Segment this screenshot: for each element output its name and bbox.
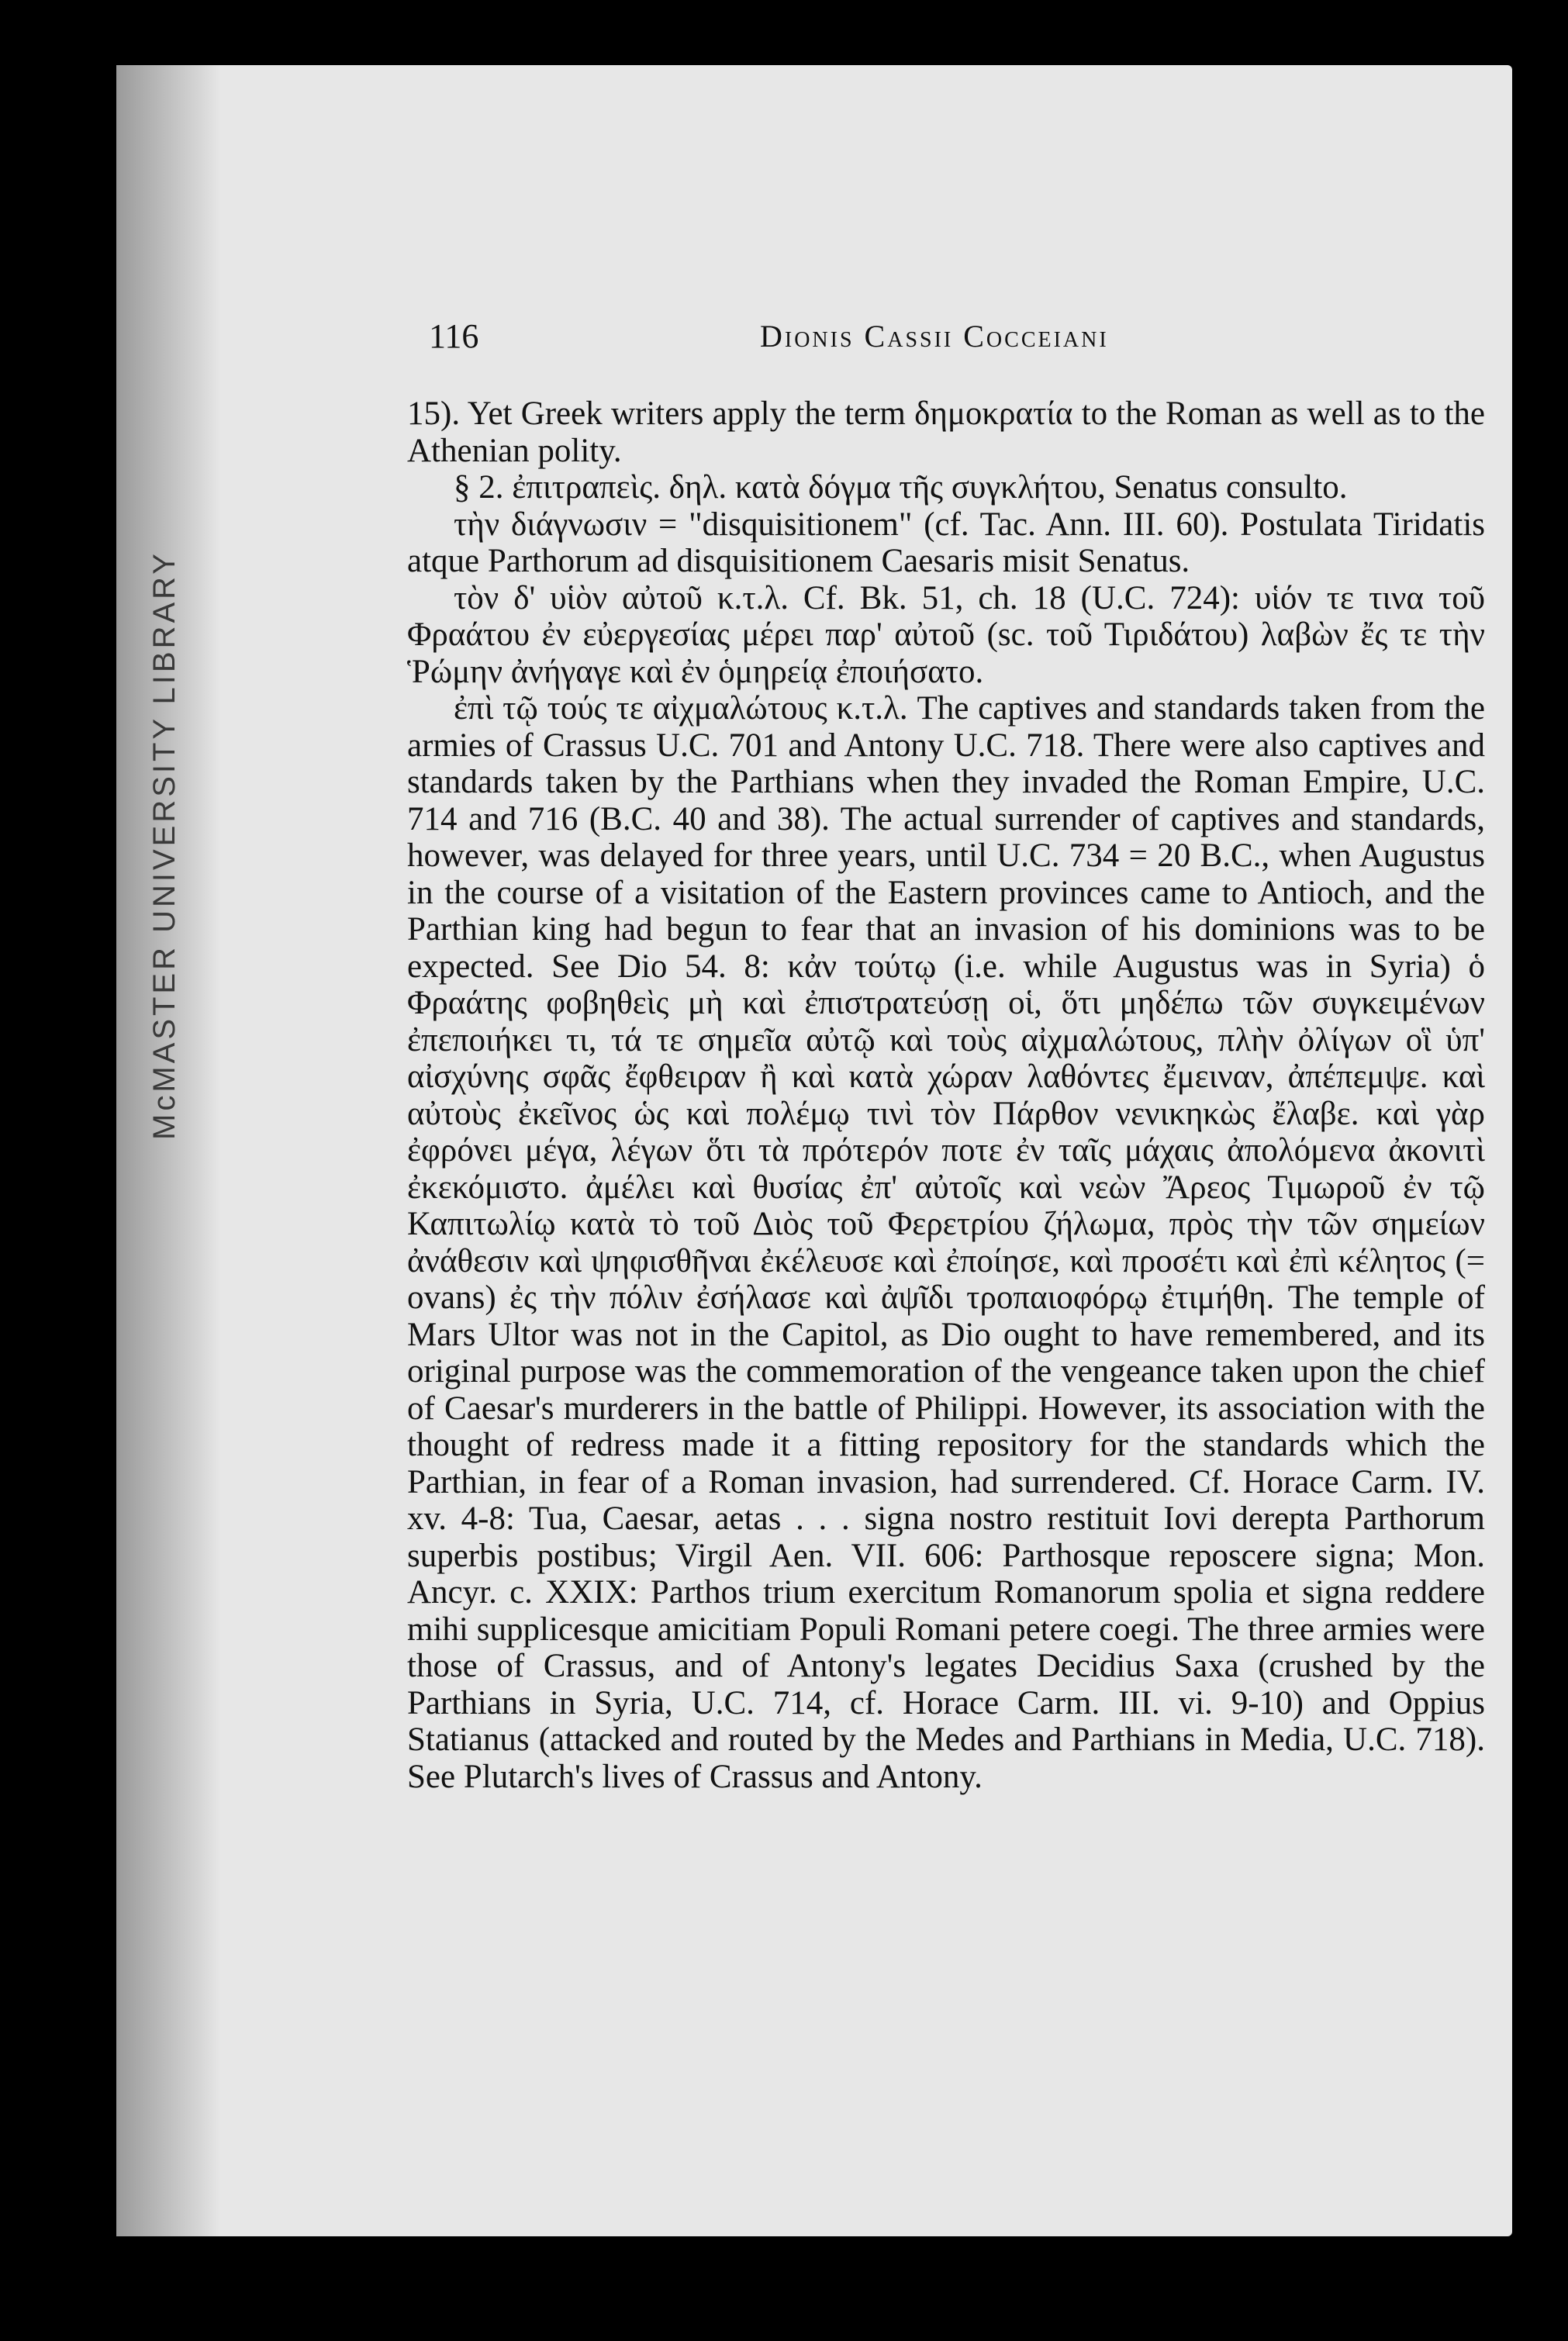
library-stamp: McMASTER UNIVERSITY LIBRARY xyxy=(147,551,181,1140)
paragraph-son: τὸν δ' υἱὸν αὐτοῦ κ.τ.λ. Cf. Bk. 51, ch. 18 (U.C. 724): υἱόν τε τινα τοῦ Φραάτου ἐν εὐεργεσίας μέρει παρ' αὐτοῦ (sc. τοῦ Τιριδάτου) λαβὼν ἔς τε τὴν Ῥώμην ἀνήγαγε καὶ ἐν ὁμηρείᾳ ἐποιήσατο. xyxy=(407,579,1485,690)
paragraph-diagnosis: τὴν διάγνωσιν = "disquisitionem" (cf. Tac. Ann. III. 60). Postulata Tiridatis atque Parthorum ad disquisitionem Caesaris misit Senatus. xyxy=(407,506,1485,579)
binding-gutter xyxy=(116,65,221,2236)
paragraph-intro: 15). Yet Greek writers apply the term δημοκρατία to the Roman as well as to the Athenian polity. xyxy=(407,395,1485,469)
running-title: Dionis Cassii Cocceiani xyxy=(760,319,1109,354)
paragraph-section-2: § 2. ἐπιτραπεὶς. δηλ. κατὰ δόγμα τῆς συγκλήτου, Senatus consulto. xyxy=(454,469,1348,506)
page-body xyxy=(407,318,1485,1795)
paragraph-captives: ἐπὶ τῷ τούς τε αἰχμαλώτους κ.τ.λ. The captives and standards taken from the armies of Crassus U.C. 701 and Antony U.C. 718. There were also captives and standards taken by the Parthians when they invaded the Roman Empire, U.C. 714 and 716 (B.C. 40 and 38). The actual surrender of captives and standards, however, was delayed for three years, until U.C. 734 = 20 B.C., when Augustus in the course of a visitation of the Eastern provinces came to Antioch, and the Parthian king had begun to fear that an invasion of his dominions was to be expected. See Dio 54. 8: κἀν τούτῳ (i.e. while Augustus was in Syria) ὁ Φραάτης φοβηθεὶς μὴ καὶ ἐπιστρατεύσῃ οἱ, ὅτι μηδέπω τῶν συγκειμένων ἐπεποιήκει τι, τά τε σημεῖα αὐτῷ καὶ τοὺς αἰχμαλώτους, πλὴν ὀλίγων οἳ ὑπ' αἰσχύνης σφᾶς ἔφθειραν ἢ καὶ κατὰ χώραν λαθόντες ἔμειναν, ἀπέπεμψε. καὶ αὐτοὺς ἐκεῖνος ὡς καὶ πολέμῳ τινὶ τὸν Πάρθον νενικηκὼς ἔλαβε. καὶ γὰρ ἐφρόνει μέγα, λέγων ὅτι τὰ πρότερόν ποτε ἐν ταῖς μάχαις ἀπολόμενα ἀκονιτὶ ἐκεκόμιστο. ἀμέλει καὶ θυσίας ἐπ' αὐτοῖς καὶ νεὼν Ἄρεος Τιμωροῦ ἐν τῷ Καπιτωλίῳ κατὰ τὸ τοῦ Διὸς τοῦ Φερετρίου ζήλωμα, πρὸς τὴν τῶν σημείων ἀνάθεσιν καὶ ψηφισθῆναι ἐκέλευσε καὶ ἐποίησε, καὶ προσέτι καὶ ἐπὶ κέλητος (= ovans) ἐς τὴν πόλιν ἐσήλασε καὶ ἀψῖδι τροπαιοφόρῳ ἐτιμήθη. The temple of Mars Ultor was not in the Capitol, as Dio ought to have remembered, and its original purpose was the commemoration of the vengeance taken upon the chief of Caesar's murderers in the battle of Philippi. However, its association with the thought of redress made it a fitting repository for the standards which the Parthian, in fear of a Roman invasion, had surrendered. Cf. Horace Carm. IV. xv. 4-8: Tua, Caesar, aetas . . . signa nostro restituit Iovi derepta Parthorum superbis postibus; Virgil Aen. VII. 606: Parthosque reposcere signa; Mon. Ancyr. c. XXIX: Parthos trium exercitum Romanorum spolia et signa reddere mihi supplicesque amicitiam Populi Romani petere coegi. The three armies were those of Crassus, and of Antony's legates Decidius Saxa (crushed by the Parthians in Syria, U.C. 714, cf. Horace Carm. III. vi. 9-10) and Oppius Statianus (attacked and routed by the Medes and Parthians in Media, U.C. 718). See Plutarch's lives of Crassus and Antony. xyxy=(407,690,1485,1795)
page-number: 116 xyxy=(429,317,479,355)
running-head xyxy=(407,318,1485,361)
